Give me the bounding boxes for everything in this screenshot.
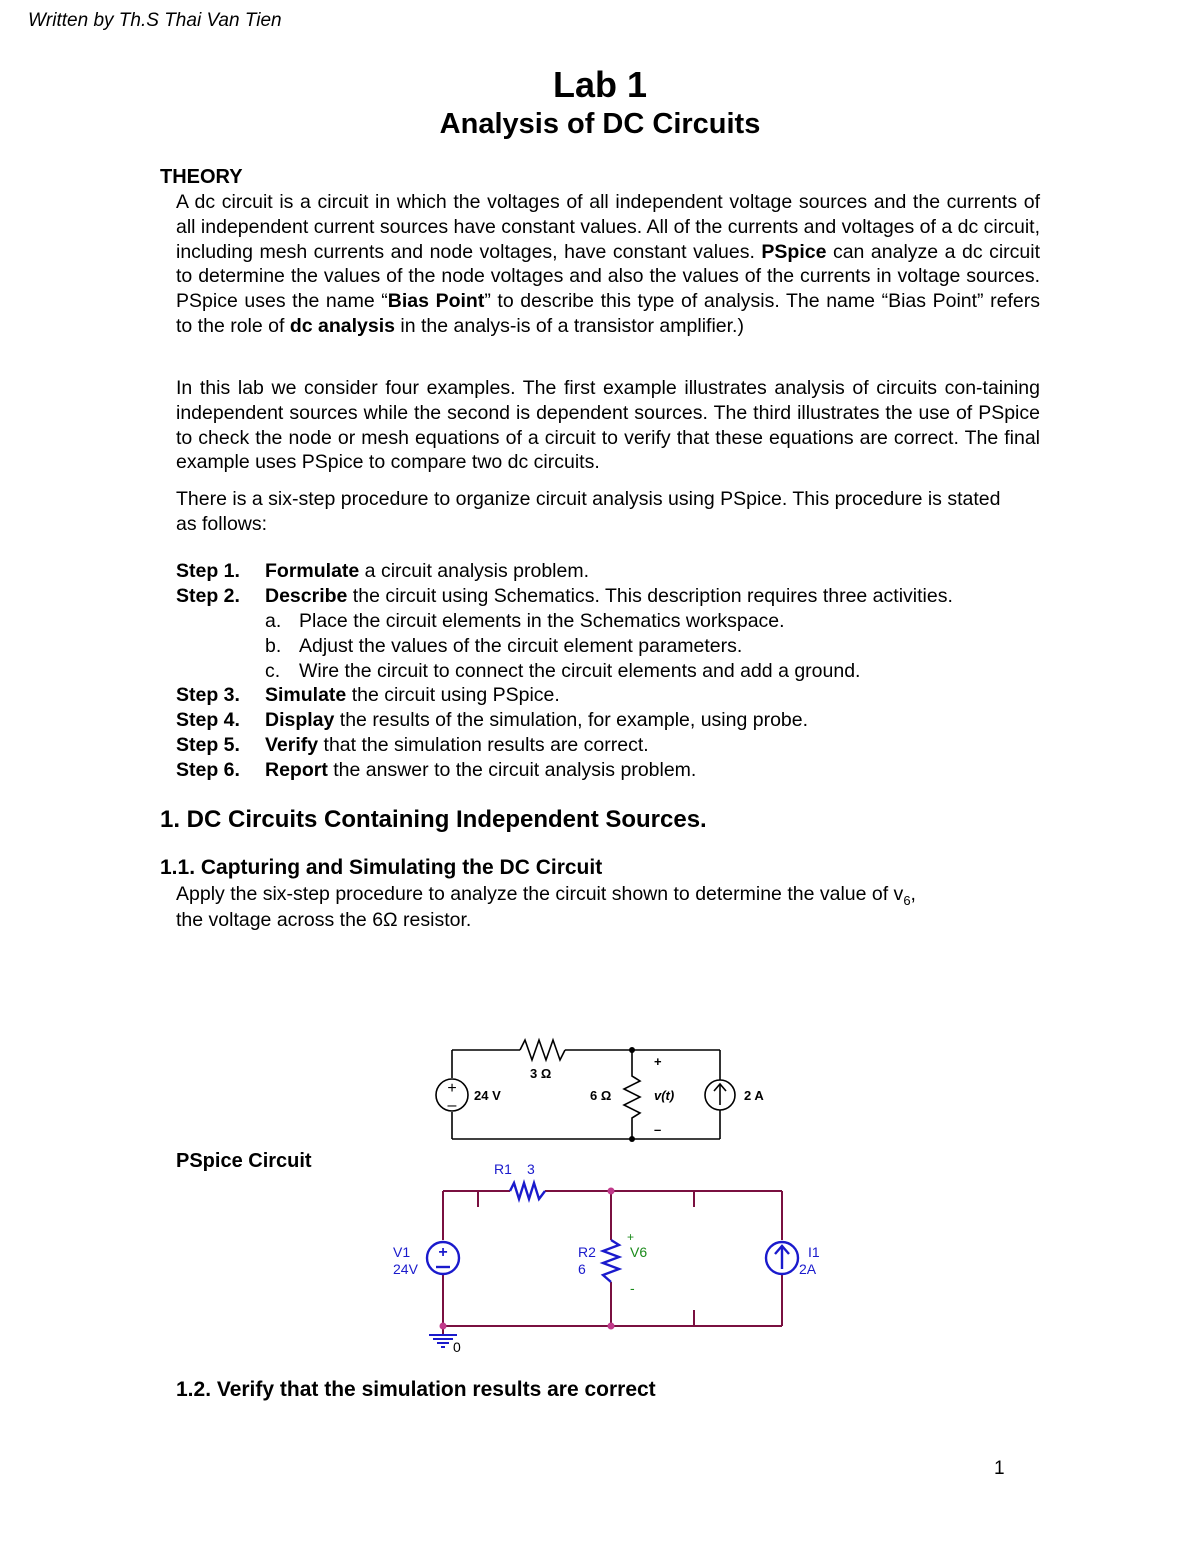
node-dot [629,1136,635,1142]
source-plus: + [447,1080,457,1097]
pspice-r1 [510,1183,545,1199]
step-1: Step 1. Formulate a circuit analysis problem. [176,560,590,582]
pspice-r2 [603,1240,619,1282]
resistor-6ohm [624,1050,640,1139]
lab-title: Lab 1 [552,64,648,105]
step-2: Step 2. Describe the circuit using Schematics. This description requires three activities. [176,585,953,607]
substep-b: b. Adjust the values of the circuit element parameters. [265,635,743,657]
theory-paragraph-3: There is a six-step procedure to organize circuit analysis using PSpice. This procedure is stated as follows: [176,488,1001,535]
section-1-1-heading: 1.1. Capturing and Simulating the DC Circuit [160,856,603,879]
pspice-node [608,1188,615,1195]
pspice-node [440,1323,447,1330]
pspice-r2-name: R2 [578,1244,596,1260]
pspice-r2-value: 6 [578,1261,586,1277]
pspice-circuit-label: PSpice Circuit [176,1150,312,1172]
theory-heading: THEORY [160,166,243,188]
theory-paragraph-2: In this lab we consider four examples. The first example illustrates analysis of circuits con-taining independent sources while the second is dependent sources. The third illustrates the use of PSpice to check the node or mesh equations of a circuit to verify that these equations are correct. The final example uses PSpice to compare two dc circuits. [176,377,1040,474]
section-1-2-heading: 1.2. Verify that the simulation results are correct [176,1378,656,1401]
section-1-heading: 1. DC Circuits Containing Independent Sources. [160,806,707,833]
vt-label: v(t) [654,1088,675,1103]
is-label: 2 A [744,1088,764,1103]
section-1-1-line-1: Apply the six-step procedure to analyze the circuit shown to determine the value of $v_6$, [176,883,916,908]
vs-label: 24 V [474,1088,501,1103]
pspice-v1-plus: + [438,1244,448,1261]
pspice-r1-value: 3 [527,1161,535,1177]
step-5: Step 5. Verify that the simulation results are correct. [176,734,649,756]
source-minus: – [447,1097,457,1114]
pspice-node [608,1323,615,1330]
substep-a: a. Place the circuit elements in the Schematics workspace. [265,610,785,632]
author-line: Written by Th.S Thai Van Tien [28,10,282,31]
page-number: 1 [994,1458,1005,1479]
ground-label: 0 [453,1339,461,1355]
vt-plus: + [654,1054,662,1069]
pspice-i1-name: I1 [808,1244,820,1260]
r1-label: 3 Ω [530,1066,552,1081]
substep-c: c. Wire the circuit to connect the circuit elements and add a ground. [265,660,861,682]
lab-subtitle: Analysis of DC Circuits [439,108,761,140]
pspice-v1-value: 24V [393,1261,418,1277]
resistor-3ohm [520,1040,565,1060]
pspice-v1-name: V1 [393,1244,411,1260]
theory-paragraph-1: A dc circuit is a circuit in which the voltages of all independent voltage sources and the currents of all independent current sources have constant values. All of the currents and voltages of a dc circuit, including mesh currents and node voltages, have constant values. PSpice can analyze a dc circuit to determine the values of the node voltages and also the values of the currents in voltage sources. PSpice uses the name “Bias Point” to describe this type of analysis. The name “Bias Point” refers to the role of dc analysis in the analys-is of a transistor amplifier.) [176,191,1040,337]
r2-label: 6 Ω [590,1088,612,1103]
pspice-v6-label: V6 [630,1244,648,1260]
vt-minus: – [654,1122,662,1137]
pspice-v6-minus: - [630,1280,635,1296]
pspice-v6-plus: + [627,1230,635,1244]
step-3: Step 3. Simulate the circuit using PSpice. [176,684,560,706]
step-4: Step 4. Display the results of the simulation, for example, using probe. [176,709,809,731]
step-6: Step 6. Report the answer to the circuit analysis problem. [176,759,697,781]
node-dot [629,1047,635,1053]
section-1-1-line-2: the voltage across the 6Ω resistor. [176,909,472,931]
pspice-r1-name: R1 [494,1161,512,1177]
pspice-i1-value: 2A [799,1261,817,1277]
